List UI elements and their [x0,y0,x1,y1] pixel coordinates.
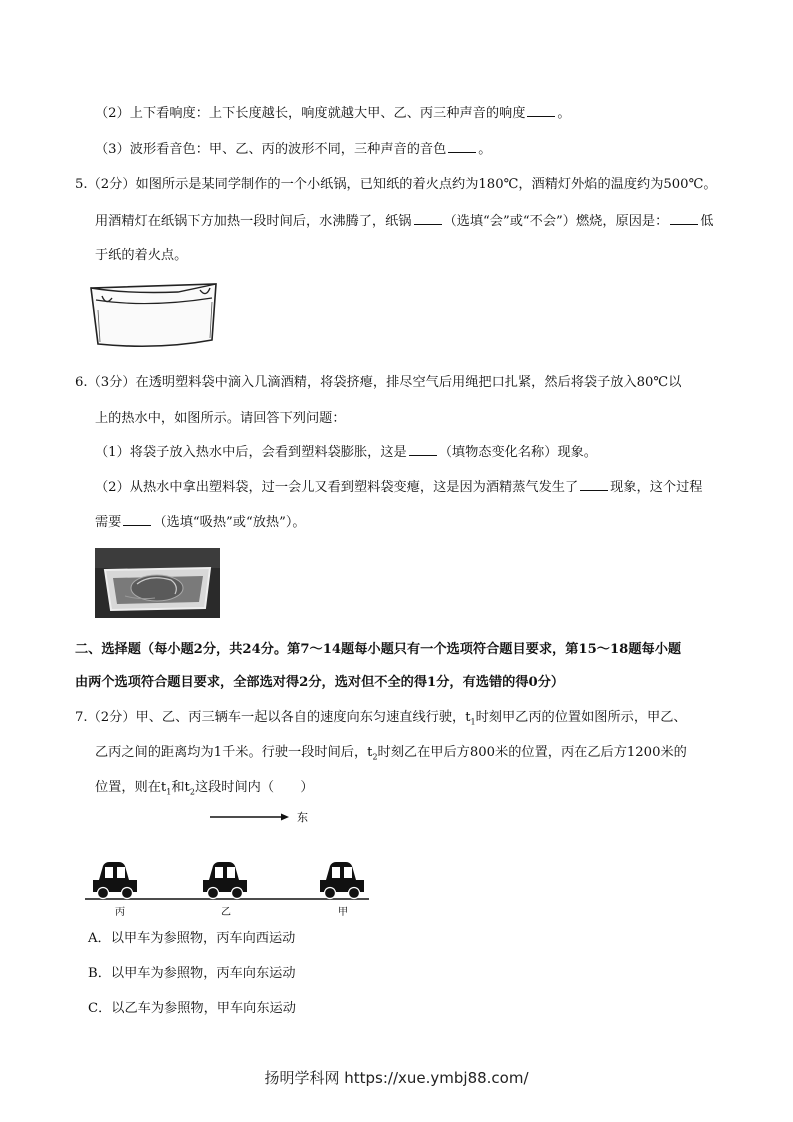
q7-line1 [75,709,687,732]
q7-line3b: 和t [171,780,190,795]
q7-option-a[interactable]: A．以甲车为参照物，丙车向西运动 [88,931,296,946]
q7-line2b: 时刻乙在甲后方800米的位置，丙在乙后方1200米的 [377,745,687,760]
answer-blank[interactable] [409,443,437,456]
answer-blank[interactable] [414,212,442,225]
answer-blank[interactable] [448,140,476,153]
q5-line3: 于纸的着火点。 [95,248,188,263]
q7-option-b[interactable]: B．以甲车为参照物，丙车向东运动 [88,966,296,981]
q4-part3 [95,140,491,159]
east-label: 东 [297,811,308,824]
q4-part2-end: 。 [557,106,571,121]
q4-part2-text: （2）上下看响度：上下长度越长，响度就越大甲、乙、丙三种声音的响度 [95,106,526,121]
t1-subscript: 1 [470,717,476,727]
car-bing-icon [93,862,137,899]
q7-line1a: 7.（2分）甲、乙、丙三辆车一起以各自的速度向东匀速直线行驶，t [75,710,471,725]
q5-line2a: 用酒精灯在纸锅下方加热一段时间后，水沸腾了，纸锅 [95,214,412,229]
section2-header: 二、选择题（每小题2分，共24分。第7～14题每小题只有一个选项符合题目要求，第15～18题每小题 [75,642,682,657]
q7-line2 [95,744,687,767]
q4-part2 [95,104,571,123]
car-label-bing: 丙 [115,907,125,918]
q5-line1: 5.（2分）如图所示是某同学制作的一个小纸锅，已知纸的着火点约为180℃，酒精灯外焰的温度约为500℃。 [75,177,717,192]
q4-part3-end: 。 [478,142,492,157]
answer-blank[interactable] [580,478,608,491]
q6-part2 [95,478,702,497]
answer-blank[interactable] [123,513,151,526]
car-label-yi: 乙 [221,907,231,918]
q5-line2b: （选填“会”或“不会”）燃烧，原因是： [443,214,669,229]
answer-blank[interactable] [527,104,555,117]
q6-part1a: （1）将袋子放入热水中后，会看到塑料袋膨胀，这是 [95,445,407,460]
q7-line2a: 乙丙之间的距离均为1千米。行驶一段时间后，t [95,745,373,760]
q6-part2a: （2）从热水中拿出塑料袋，过一会儿又看到塑料袋变瘪，这是因为酒精蒸气发生了 [95,480,579,495]
t2-subscript: 2 [189,787,195,797]
q5-line2c: 低 [700,214,714,229]
q6-part2b: 现象，这个过程 [610,480,703,495]
q5-line2 [95,212,713,231]
page-footer: 扬明学科网 https://xue.ymbj88.com/ [264,1069,529,1087]
q6-part2-cont [95,513,306,532]
t2-subscript: 2 [372,752,378,762]
q6-line2: 上的热水中，如图所示。请回答下列问题： [95,411,346,426]
q4-part3-text: （3）波形看音色：甲、乙、丙的波形不同，三种声音的音色 [95,142,447,157]
q6-part1 [95,443,597,462]
section2-header-cont: 由两个选项符合题目要求，全部选对得2分，选对但不全的得1分，有选错的得0分） [75,675,565,690]
cars-diagram [85,805,385,920]
q6-part1b: （填物态变化名称）现象。 [438,445,597,460]
q6-line1: 6.（3分）在透明塑料袋中滴入几滴酒精，将袋挤瘪，排尽空气后用绳把口扎紧，然后将袋子放入80℃以 [75,375,682,390]
q7-option-c[interactable]: C．以乙车为参照物，甲车向东运动 [88,1001,296,1016]
answer-blank[interactable] [670,212,698,225]
t1-subscript: 1 [166,787,172,797]
q7-line3 [95,779,314,802]
car-label-jia: 甲 [338,907,348,918]
q6-part2d: （选填“吸热”或“放热”）。 [153,515,306,530]
q7-line3c: 这段时间内（ ） [194,780,314,795]
car-jia-icon [320,862,364,899]
q7-line3a: 位置，则在t [95,780,167,795]
hot-water-bag-photo [95,548,220,618]
east-arrowhead-icon [281,814,289,821]
q7-line1b: 时刻甲乙丙的位置如图所示，甲乙、 [475,710,687,725]
paper-pot-figure [88,280,223,350]
car-yi-icon [203,862,247,899]
q6-part2c: 需要 [95,515,122,530]
